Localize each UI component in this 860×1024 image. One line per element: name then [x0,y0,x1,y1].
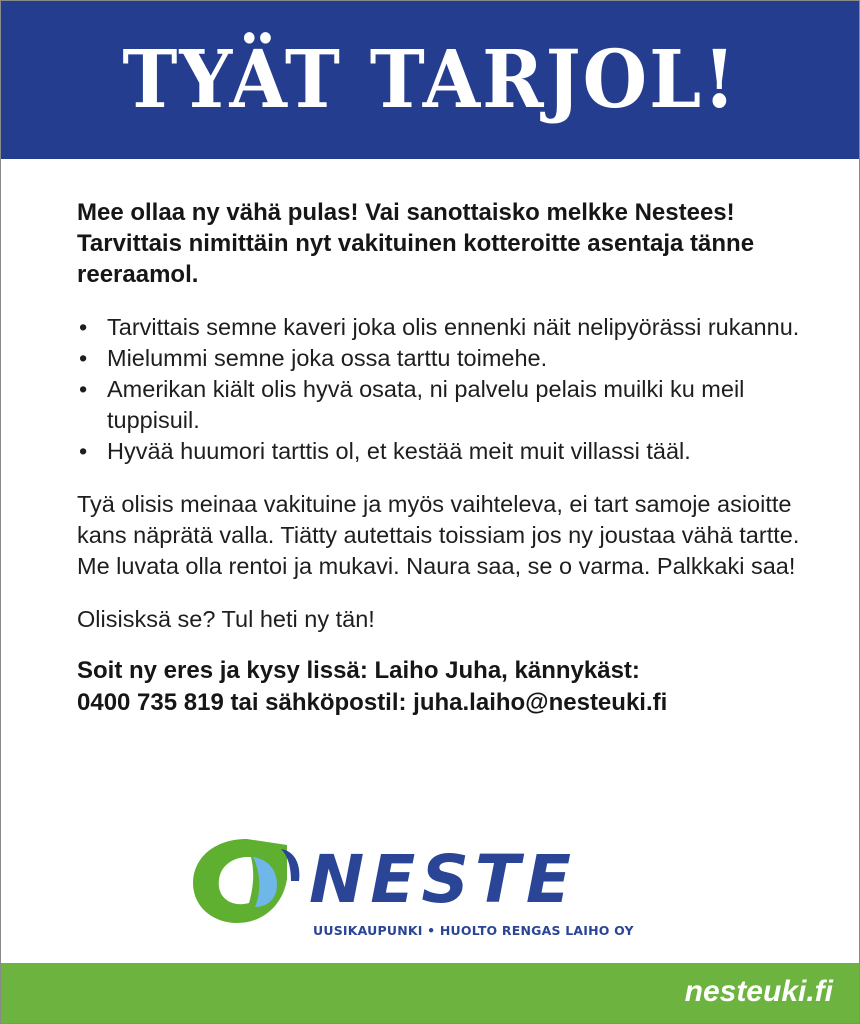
description-text: Tyä olisis meinaa vakituine ja myös vaihteleva, ei tart samoje asioitte kans näprätä valla. Tiätty autettais toissiam jos ny joustaa vähä tartte. Me luvata olla rentoi ja mukavi. Naura saa, se o varma. Palkkaki saa! [77,491,800,579]
list-item-text: Amerikan kiält olis hyvä osata, ni palvelu pelais muilki ku meil tuppisuil. [107,376,745,433]
ad-body [77,197,817,719]
bullet-icon: • [79,376,88,402]
question-text: Olisisksä se? Tul heti ny tän! [77,606,375,632]
contact-line-1: Soit ny eres ja kysy lissä: Laiho Juha, kännykäst: [77,657,640,684]
neste-drop-icon [191,835,303,925]
contact-info [77,655,817,719]
neste-logo [191,835,651,943]
list-item-text: Mielummi semne joka ossa tarttu toimehe. [107,345,548,371]
bullet-icon: • [79,345,88,371]
footer-bar [1,963,859,1023]
website-link[interactable]: nesteuki.fi [684,975,833,1008]
logo-brand-text: NESTE [309,841,577,918]
list-item [77,343,817,374]
header-banner [1,1,859,159]
list-item [77,374,817,436]
intro-text: Mee ollaa ny vähä pulas! Vai sanottaisko melkke Nestees! Tarvittais nimittäin nyt vakituinen kotteroitte asentaja tänne reeraamol. [77,199,755,288]
list-item-text: Tarvittais semne kaveri joka olis ennenki näit nelipyörässi rukannu. [107,314,800,340]
list-item [77,436,817,467]
logo-subtitle: UUSIKAUPUNKI • HUOLTO RENGAS LAIHO OY [313,923,634,938]
requirements-list [77,312,817,467]
bullet-icon: • [79,314,88,340]
contact-line-2[interactable]: 0400 735 819 tai sähköpostil: juha.laiho@nesteuki.fi [77,689,668,716]
page-title: TYÄT TARJOL! [122,33,738,127]
bullet-icon: • [79,438,88,464]
list-item [77,312,817,343]
list-item-text: Hyvää huumori tarttis ol, et kestää meit muit villassi tääl. [107,438,691,464]
